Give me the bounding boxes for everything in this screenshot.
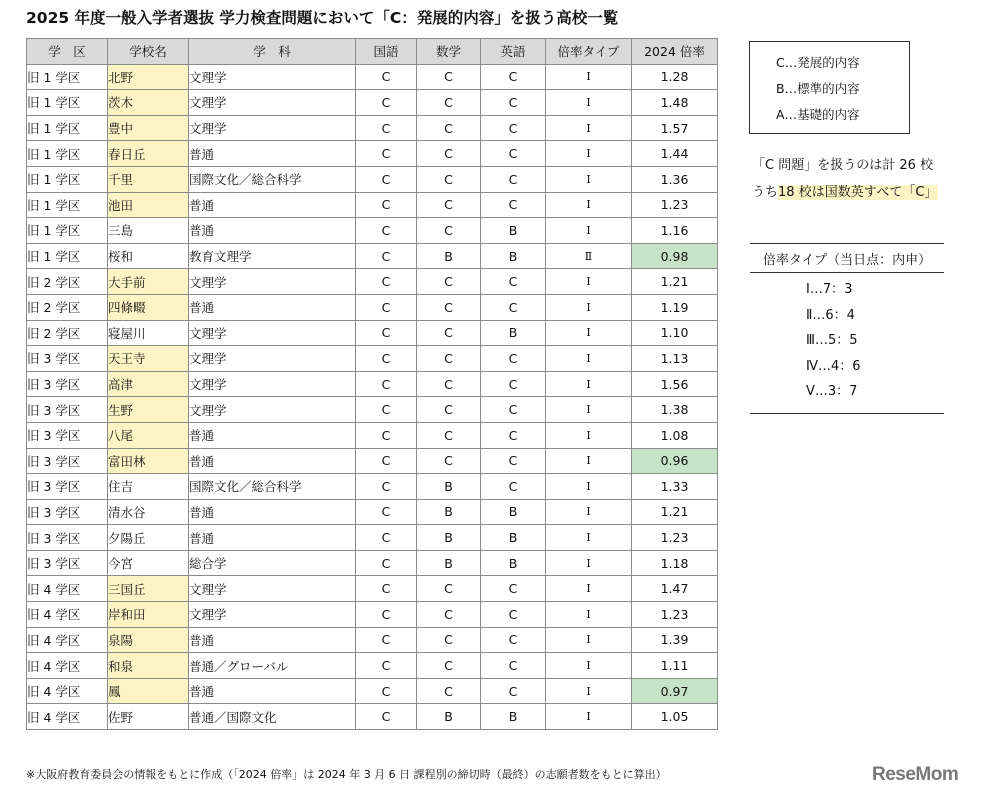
table-row <box>27 192 718 218</box>
cell-ratio-2024: 0.97 <box>632 678 718 704</box>
cell-ratio-type: Ⅰ <box>546 371 632 397</box>
cell-ratio-type: Ⅰ <box>546 115 632 141</box>
cell-english: C <box>481 166 546 192</box>
resemom-logo[interactable]: ReseMom <box>872 764 959 785</box>
cell-ratio-type: Ⅰ <box>546 525 632 551</box>
cell-math: C <box>417 115 481 141</box>
cell-japanese: C <box>356 320 417 346</box>
ratio-type-item: Ⅴ…3：7 <box>806 384 858 400</box>
cell-district: 旧 3 学区 <box>27 346 108 372</box>
cell-course: 文理学 <box>189 397 356 423</box>
cell-english: B <box>481 704 546 730</box>
cell-math: C <box>417 192 481 218</box>
cell-district: 旧 3 学区 <box>27 499 108 525</box>
cell-school: 佐野 <box>108 704 189 730</box>
cell-math: C <box>417 346 481 372</box>
table-row <box>27 294 718 320</box>
header-course: 学 科 <box>189 39 356 65</box>
cell-ratio-2024: 1.23 <box>632 525 718 551</box>
cell-course: 普通 <box>189 141 356 167</box>
cell-ratio-2024: 1.38 <box>632 397 718 423</box>
cell-ratio-2024: 1.33 <box>632 474 718 500</box>
cell-ratio-type: Ⅰ <box>546 499 632 525</box>
cell-japanese: C <box>356 499 417 525</box>
cell-math: C <box>417 294 481 320</box>
table-row <box>27 218 718 244</box>
note-line-1: 「C 問題」を扱うのは計 26 校 <box>752 158 934 173</box>
cell-ratio-type: Ⅰ <box>546 550 632 576</box>
cell-ratio-type: Ⅰ <box>546 448 632 474</box>
table-row <box>27 397 718 423</box>
cell-math: C <box>417 678 481 704</box>
cell-course: 文理学 <box>189 115 356 141</box>
legend-item-c: C…発展的内容 <box>776 55 860 70</box>
header-school: 学校名 <box>108 39 189 65</box>
cell-school: 八尾 <box>108 422 189 448</box>
header-district: 学 区 <box>27 39 108 65</box>
cell-english: B <box>481 243 546 269</box>
cell-ratio-type: Ⅰ <box>546 474 632 500</box>
ratio-type-items <box>750 273 944 414</box>
cell-district: 旧 4 学区 <box>27 704 108 730</box>
cell-japanese: C <box>356 704 417 730</box>
cell-japanese: C <box>356 371 417 397</box>
cell-english: C <box>481 90 546 116</box>
table-row <box>27 422 718 448</box>
cell-school: 泉陽 <box>108 627 189 653</box>
cell-school: 清水谷 <box>108 499 189 525</box>
table-row <box>27 243 718 269</box>
cell-japanese: C <box>356 525 417 551</box>
cell-english: C <box>481 602 546 628</box>
cell-ratio-2024: 1.21 <box>632 499 718 525</box>
cell-district: 旧 1 学区 <box>27 218 108 244</box>
table-row <box>27 678 718 704</box>
cell-japanese: C <box>356 346 417 372</box>
cell-english: C <box>481 576 546 602</box>
cell-ratio-2024: 1.57 <box>632 115 718 141</box>
cell-japanese: C <box>356 422 417 448</box>
cell-school: 池田 <box>108 192 189 218</box>
cell-math: B <box>417 243 481 269</box>
cell-japanese: C <box>356 678 417 704</box>
cell-ratio-type: Ⅰ <box>546 166 632 192</box>
cell-ratio-2024: 1.19 <box>632 294 718 320</box>
cell-district: 旧 4 学区 <box>27 627 108 653</box>
cell-math: C <box>417 422 481 448</box>
cell-english: B <box>481 320 546 346</box>
cell-ratio-type: Ⅰ <box>546 192 632 218</box>
cell-ratio-2024: 1.28 <box>632 64 718 90</box>
cell-japanese: C <box>356 397 417 423</box>
table-row <box>27 525 718 551</box>
table-row <box>27 141 718 167</box>
legend-item-a: A…基礎的内容 <box>776 107 860 122</box>
cell-math: C <box>417 269 481 295</box>
table-row <box>27 576 718 602</box>
cell-district: 旧 4 学区 <box>27 576 108 602</box>
table-row <box>27 320 718 346</box>
cell-ratio-2024: 1.13 <box>632 346 718 372</box>
cell-japanese: C <box>356 550 417 576</box>
cell-district: 旧 2 学区 <box>27 294 108 320</box>
cell-district: 旧 3 学区 <box>27 422 108 448</box>
table-row <box>27 499 718 525</box>
cell-english: B <box>481 499 546 525</box>
cell-course: 普通 <box>189 499 356 525</box>
cell-ratio-type: Ⅰ <box>546 576 632 602</box>
cell-course: 文理学 <box>189 346 356 372</box>
cell-ratio-type: Ⅰ <box>546 141 632 167</box>
cell-ratio-2024: 1.18 <box>632 550 718 576</box>
cell-math: C <box>417 218 481 244</box>
cell-school: 夕陽丘 <box>108 525 189 551</box>
ratio-type-item: Ⅱ…6：4 <box>806 307 855 323</box>
cell-math: C <box>417 576 481 602</box>
cell-japanese: C <box>356 218 417 244</box>
cell-math: C <box>417 371 481 397</box>
cell-ratio-2024: 1.47 <box>632 576 718 602</box>
cell-english: C <box>481 115 546 141</box>
cell-ratio-2024: 0.96 <box>632 448 718 474</box>
cell-ratio-type: Ⅰ <box>546 627 632 653</box>
legend-item-b: B…標準的内容 <box>776 81 860 96</box>
cell-course: 文理学 <box>189 576 356 602</box>
cell-course: 総合学 <box>189 550 356 576</box>
cell-japanese: C <box>356 653 417 679</box>
header-ratio-type: 倍率タイプ <box>546 39 632 65</box>
cell-math: C <box>417 602 481 628</box>
ratio-type-title: 倍率タイプ（当日点：内申） <box>750 243 944 273</box>
cell-school: 三島 <box>108 218 189 244</box>
ratio-type-item: Ⅳ…4：6 <box>806 358 861 374</box>
cell-district: 旧 4 学区 <box>27 653 108 679</box>
cell-japanese: C <box>356 448 417 474</box>
cell-course: 文理学 <box>189 371 356 397</box>
cell-english: C <box>481 448 546 474</box>
cell-district: 旧 3 学区 <box>27 397 108 423</box>
cell-ratio-type: Ⅰ <box>546 320 632 346</box>
cell-district: 旧 1 学区 <box>27 243 108 269</box>
cell-japanese: C <box>356 64 417 90</box>
cell-course: 普通 <box>189 448 356 474</box>
cell-district: 旧 1 学区 <box>27 141 108 167</box>
cell-district: 旧 3 学区 <box>27 448 108 474</box>
cell-district: 旧 1 学区 <box>27 64 108 90</box>
cell-math: C <box>417 627 481 653</box>
cell-ratio-2024: 1.44 <box>632 141 718 167</box>
table-header-row <box>27 39 718 65</box>
cell-math: B <box>417 550 481 576</box>
cell-course: 国際文化／総合科学 <box>189 166 356 192</box>
cell-ratio-2024: 1.21 <box>632 269 718 295</box>
cell-school: 茨木 <box>108 90 189 116</box>
cell-math: C <box>417 166 481 192</box>
cell-japanese: C <box>356 166 417 192</box>
cell-ratio-2024: 1.23 <box>632 602 718 628</box>
cell-school: 三国丘 <box>108 576 189 602</box>
cell-japanese: C <box>356 294 417 320</box>
cell-ratio-2024: 1.39 <box>632 627 718 653</box>
table-row <box>27 269 718 295</box>
cell-math: C <box>417 64 481 90</box>
table-row <box>27 64 718 90</box>
cell-english: C <box>481 64 546 90</box>
table-row <box>27 115 718 141</box>
cell-school: 富田林 <box>108 448 189 474</box>
cell-math: B <box>417 525 481 551</box>
table-row <box>27 653 718 679</box>
cell-english: C <box>481 627 546 653</box>
cell-japanese: C <box>356 474 417 500</box>
table-row <box>27 704 718 730</box>
cell-japanese: C <box>356 576 417 602</box>
table-row <box>27 90 718 116</box>
cell-district: 旧 3 学区 <box>27 371 108 397</box>
cell-school: 高津 <box>108 371 189 397</box>
cell-math: B <box>417 704 481 730</box>
cell-english: B <box>481 550 546 576</box>
cell-ratio-type: Ⅰ <box>546 269 632 295</box>
cell-ratio-2024: 1.23 <box>632 192 718 218</box>
cell-school: 四條畷 <box>108 294 189 320</box>
cell-district: 旧 1 学区 <box>27 166 108 192</box>
cell-ratio-type: Ⅰ <box>546 653 632 679</box>
cell-course: 普通 <box>189 525 356 551</box>
cell-district: 旧 2 学区 <box>27 269 108 295</box>
header-english: 英語 <box>481 39 546 65</box>
cell-course: 教育文理学 <box>189 243 356 269</box>
note-line-2-highlight: 18 校は国数英すべて「C」 <box>778 185 938 200</box>
cell-ratio-type: Ⅱ <box>546 243 632 269</box>
cell-school: 和泉 <box>108 653 189 679</box>
cell-english: C <box>481 294 546 320</box>
table-row <box>27 550 718 576</box>
cell-english: C <box>481 192 546 218</box>
level-legend <box>749 41 910 134</box>
cell-ratio-2024: 1.11 <box>632 653 718 679</box>
cell-course: 普通 <box>189 294 356 320</box>
cell-ratio-type: Ⅰ <box>546 346 632 372</box>
cell-english: C <box>481 422 546 448</box>
cell-course: 文理学 <box>189 90 356 116</box>
cell-course: 国際文化／総合科学 <box>189 474 356 500</box>
cell-japanese: C <box>356 269 417 295</box>
cell-school: 北野 <box>108 64 189 90</box>
cell-course: 普通 <box>189 678 356 704</box>
cell-ratio-2024: 0.98 <box>632 243 718 269</box>
cell-school: 天王寺 <box>108 346 189 372</box>
cell-math: C <box>417 320 481 346</box>
cell-district: 旧 1 学区 <box>27 192 108 218</box>
table-row <box>27 602 718 628</box>
cell-school: 岸和田 <box>108 602 189 628</box>
cell-district: 旧 3 学区 <box>27 525 108 551</box>
cell-math: C <box>417 448 481 474</box>
cell-ratio-type: Ⅰ <box>546 90 632 116</box>
summary-note <box>752 152 938 206</box>
table-row <box>27 166 718 192</box>
cell-math: B <box>417 499 481 525</box>
cell-school: 生野 <box>108 397 189 423</box>
ratio-type-item: Ⅲ…5：5 <box>806 333 858 349</box>
cell-district: 旧 1 学区 <box>27 115 108 141</box>
cell-course: 文理学 <box>189 602 356 628</box>
cell-ratio-type: Ⅰ <box>546 218 632 244</box>
cell-english: C <box>481 474 546 500</box>
cell-ratio-2024: 1.56 <box>632 371 718 397</box>
cell-math: C <box>417 141 481 167</box>
cell-japanese: C <box>356 115 417 141</box>
cell-japanese: C <box>356 602 417 628</box>
cell-district: 旧 4 学区 <box>27 602 108 628</box>
table-row <box>27 627 718 653</box>
cell-english: B <box>481 218 546 244</box>
cell-ratio-type: Ⅰ <box>546 397 632 423</box>
cell-school: 桜和 <box>108 243 189 269</box>
cell-ratio-type: Ⅰ <box>546 678 632 704</box>
cell-english: B <box>481 525 546 551</box>
cell-course: 文理学 <box>189 320 356 346</box>
cell-english: C <box>481 346 546 372</box>
page-title: 2025 年度一般入学者選抜 学力検査問題において「C：発展的内容」を扱う高校一覧 <box>26 9 619 27</box>
cell-school: 住吉 <box>108 474 189 500</box>
cell-math: C <box>417 397 481 423</box>
cell-ratio-2024: 1.10 <box>632 320 718 346</box>
cell-english: C <box>481 141 546 167</box>
cell-english: C <box>481 653 546 679</box>
cell-ratio-2024: 1.05 <box>632 704 718 730</box>
cell-math: C <box>417 90 481 116</box>
cell-ratio-type: Ⅰ <box>546 64 632 90</box>
cell-school: 豊中 <box>108 115 189 141</box>
cell-school: 鳳 <box>108 678 189 704</box>
cell-course: 普通／国際文化 <box>189 704 356 730</box>
cell-ratio-type: Ⅰ <box>546 602 632 628</box>
ratio-type-item: Ⅰ…7：3 <box>806 282 853 297</box>
note-line-2 <box>752 179 938 206</box>
cell-japanese: C <box>356 141 417 167</box>
cell-ratio-2024: 1.36 <box>632 166 718 192</box>
cell-japanese: C <box>356 192 417 218</box>
cell-english: C <box>481 397 546 423</box>
cell-english: C <box>481 678 546 704</box>
cell-district: 旧 4 学区 <box>27 678 108 704</box>
source-footnote: ※大阪府教育委員会の情報をもとに作成（「2024 倍率」は 2024 年 3 月 6 日 課程別の締切時（最終）の志願者数をもとに算出） <box>26 768 667 781</box>
cell-school: 千里 <box>108 166 189 192</box>
table-row <box>27 346 718 372</box>
cell-district: 旧 3 学区 <box>27 474 108 500</box>
ratio-type-legend <box>750 243 944 414</box>
header-japanese: 国語 <box>356 39 417 65</box>
cell-english: C <box>481 269 546 295</box>
header-ratio-2024: 2024 倍率 <box>632 39 718 65</box>
cell-english: C <box>481 371 546 397</box>
table-row <box>27 474 718 500</box>
cell-course: 普通 <box>189 218 356 244</box>
cell-ratio-type: Ⅰ <box>546 704 632 730</box>
cell-school: 寝屋川 <box>108 320 189 346</box>
cell-district: 旧 1 学区 <box>27 90 108 116</box>
cell-course: 普通／グローバル <box>189 653 356 679</box>
cell-course: 普通 <box>189 192 356 218</box>
cell-japanese: C <box>356 627 417 653</box>
cell-district: 旧 2 学区 <box>27 320 108 346</box>
cell-japanese: C <box>356 90 417 116</box>
cell-course: 普通 <box>189 422 356 448</box>
note-line-2-prefix: うち <box>752 185 779 200</box>
cell-district: 旧 3 学区 <box>27 550 108 576</box>
cell-school: 春日丘 <box>108 141 189 167</box>
cell-math: C <box>417 653 481 679</box>
cell-ratio-2024: 1.48 <box>632 90 718 116</box>
cell-school: 今宮 <box>108 550 189 576</box>
table-row <box>27 371 718 397</box>
cell-course: 文理学 <box>189 64 356 90</box>
cell-ratio-2024: 1.08 <box>632 422 718 448</box>
header-math: 数学 <box>417 39 481 65</box>
schools-table <box>26 38 718 730</box>
cell-course: 文理学 <box>189 269 356 295</box>
cell-ratio-type: Ⅰ <box>546 422 632 448</box>
cell-ratio-type: Ⅰ <box>546 294 632 320</box>
table-row <box>27 448 718 474</box>
cell-course: 普通 <box>189 627 356 653</box>
cell-math: B <box>417 474 481 500</box>
cell-school: 大手前 <box>108 269 189 295</box>
cell-ratio-2024: 1.16 <box>632 218 718 244</box>
cell-japanese: C <box>356 243 417 269</box>
